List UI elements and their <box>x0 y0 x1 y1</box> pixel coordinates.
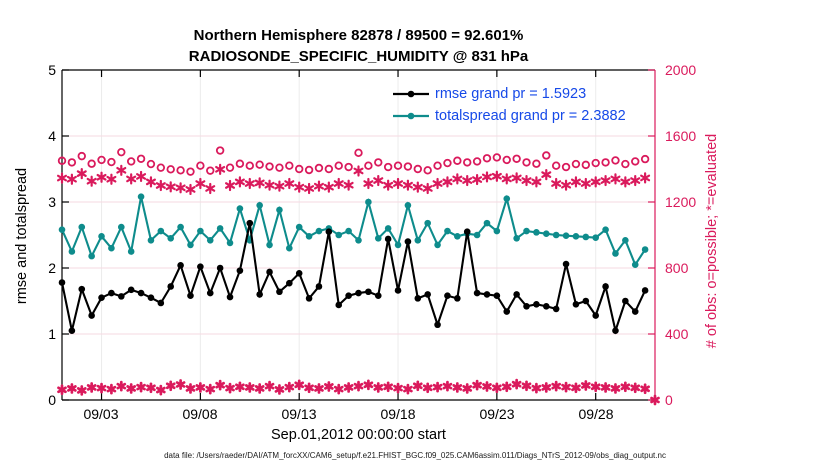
x-tick-label: 09/18 <box>380 406 416 422</box>
y-right-tick-label: 0 <box>665 392 673 408</box>
y-right-tick-label: 1200 <box>665 194 697 210</box>
y-right-axis-label: # of obs: o=possible; *=evaluated <box>704 133 720 349</box>
x-tick-label: 09/28 <box>578 406 614 422</box>
y-left-tick-label: 1 <box>48 326 56 342</box>
y-right-tick-label: 800 <box>665 260 689 276</box>
legend-label-rmse: rmse grand pr = 1.5923 <box>435 86 587 102</box>
y-left-tick-label: 2 <box>48 260 56 276</box>
y-left-tick-label: 3 <box>48 194 56 210</box>
series-obs_possible <box>59 147 649 175</box>
y-left-tick-label: 4 <box>48 128 56 144</box>
totalspread-line-swatch-icon <box>392 110 430 122</box>
x-tick-label: 09/23 <box>479 406 515 422</box>
series-obs_evaluated <box>58 165 649 194</box>
y-left-tick-label: 5 <box>48 62 56 78</box>
datafile-note: data file: /Users/raeder/DAI/ATM_forcXX/CAM6_setup/f.e21.FHIST_BGC.f09_025.CAM6assim.011/Diags_NTrS_2012-09/obs_diag_output.nc <box>164 451 666 460</box>
x-tick-label: 09/08 <box>182 406 218 422</box>
rmse-line-swatch-icon <box>392 88 430 100</box>
legend-item-totalspread <box>392 105 626 127</box>
x-tick-label: 09/13 <box>281 406 317 422</box>
x-axis-label: Sep.01,2012 00:00:00 start <box>271 427 446 443</box>
series-totalspread <box>59 193 649 268</box>
y-left-axis-label: rmse and totalspread <box>14 167 30 305</box>
legend <box>392 83 626 127</box>
y-left-tick-label: 0 <box>48 392 56 408</box>
x-tick-label: 09/03 <box>83 406 119 422</box>
legend-label-totalspread: totalspread grand pr = 2.3882 <box>435 108 626 124</box>
y-right-tick-label: 2000 <box>665 62 697 78</box>
chart-title-line-2: RADIOSONDE_SPECIFIC_HUMIDITY @ 831 hPa <box>188 48 529 65</box>
legend-item-rmse <box>392 83 626 105</box>
chart-title-line-1: Northern Hemisphere 82878 / 89500 = 92.601% <box>193 27 524 44</box>
y-right-tick-label: 1600 <box>665 128 697 144</box>
y-right-tick-label: 400 <box>665 326 689 342</box>
